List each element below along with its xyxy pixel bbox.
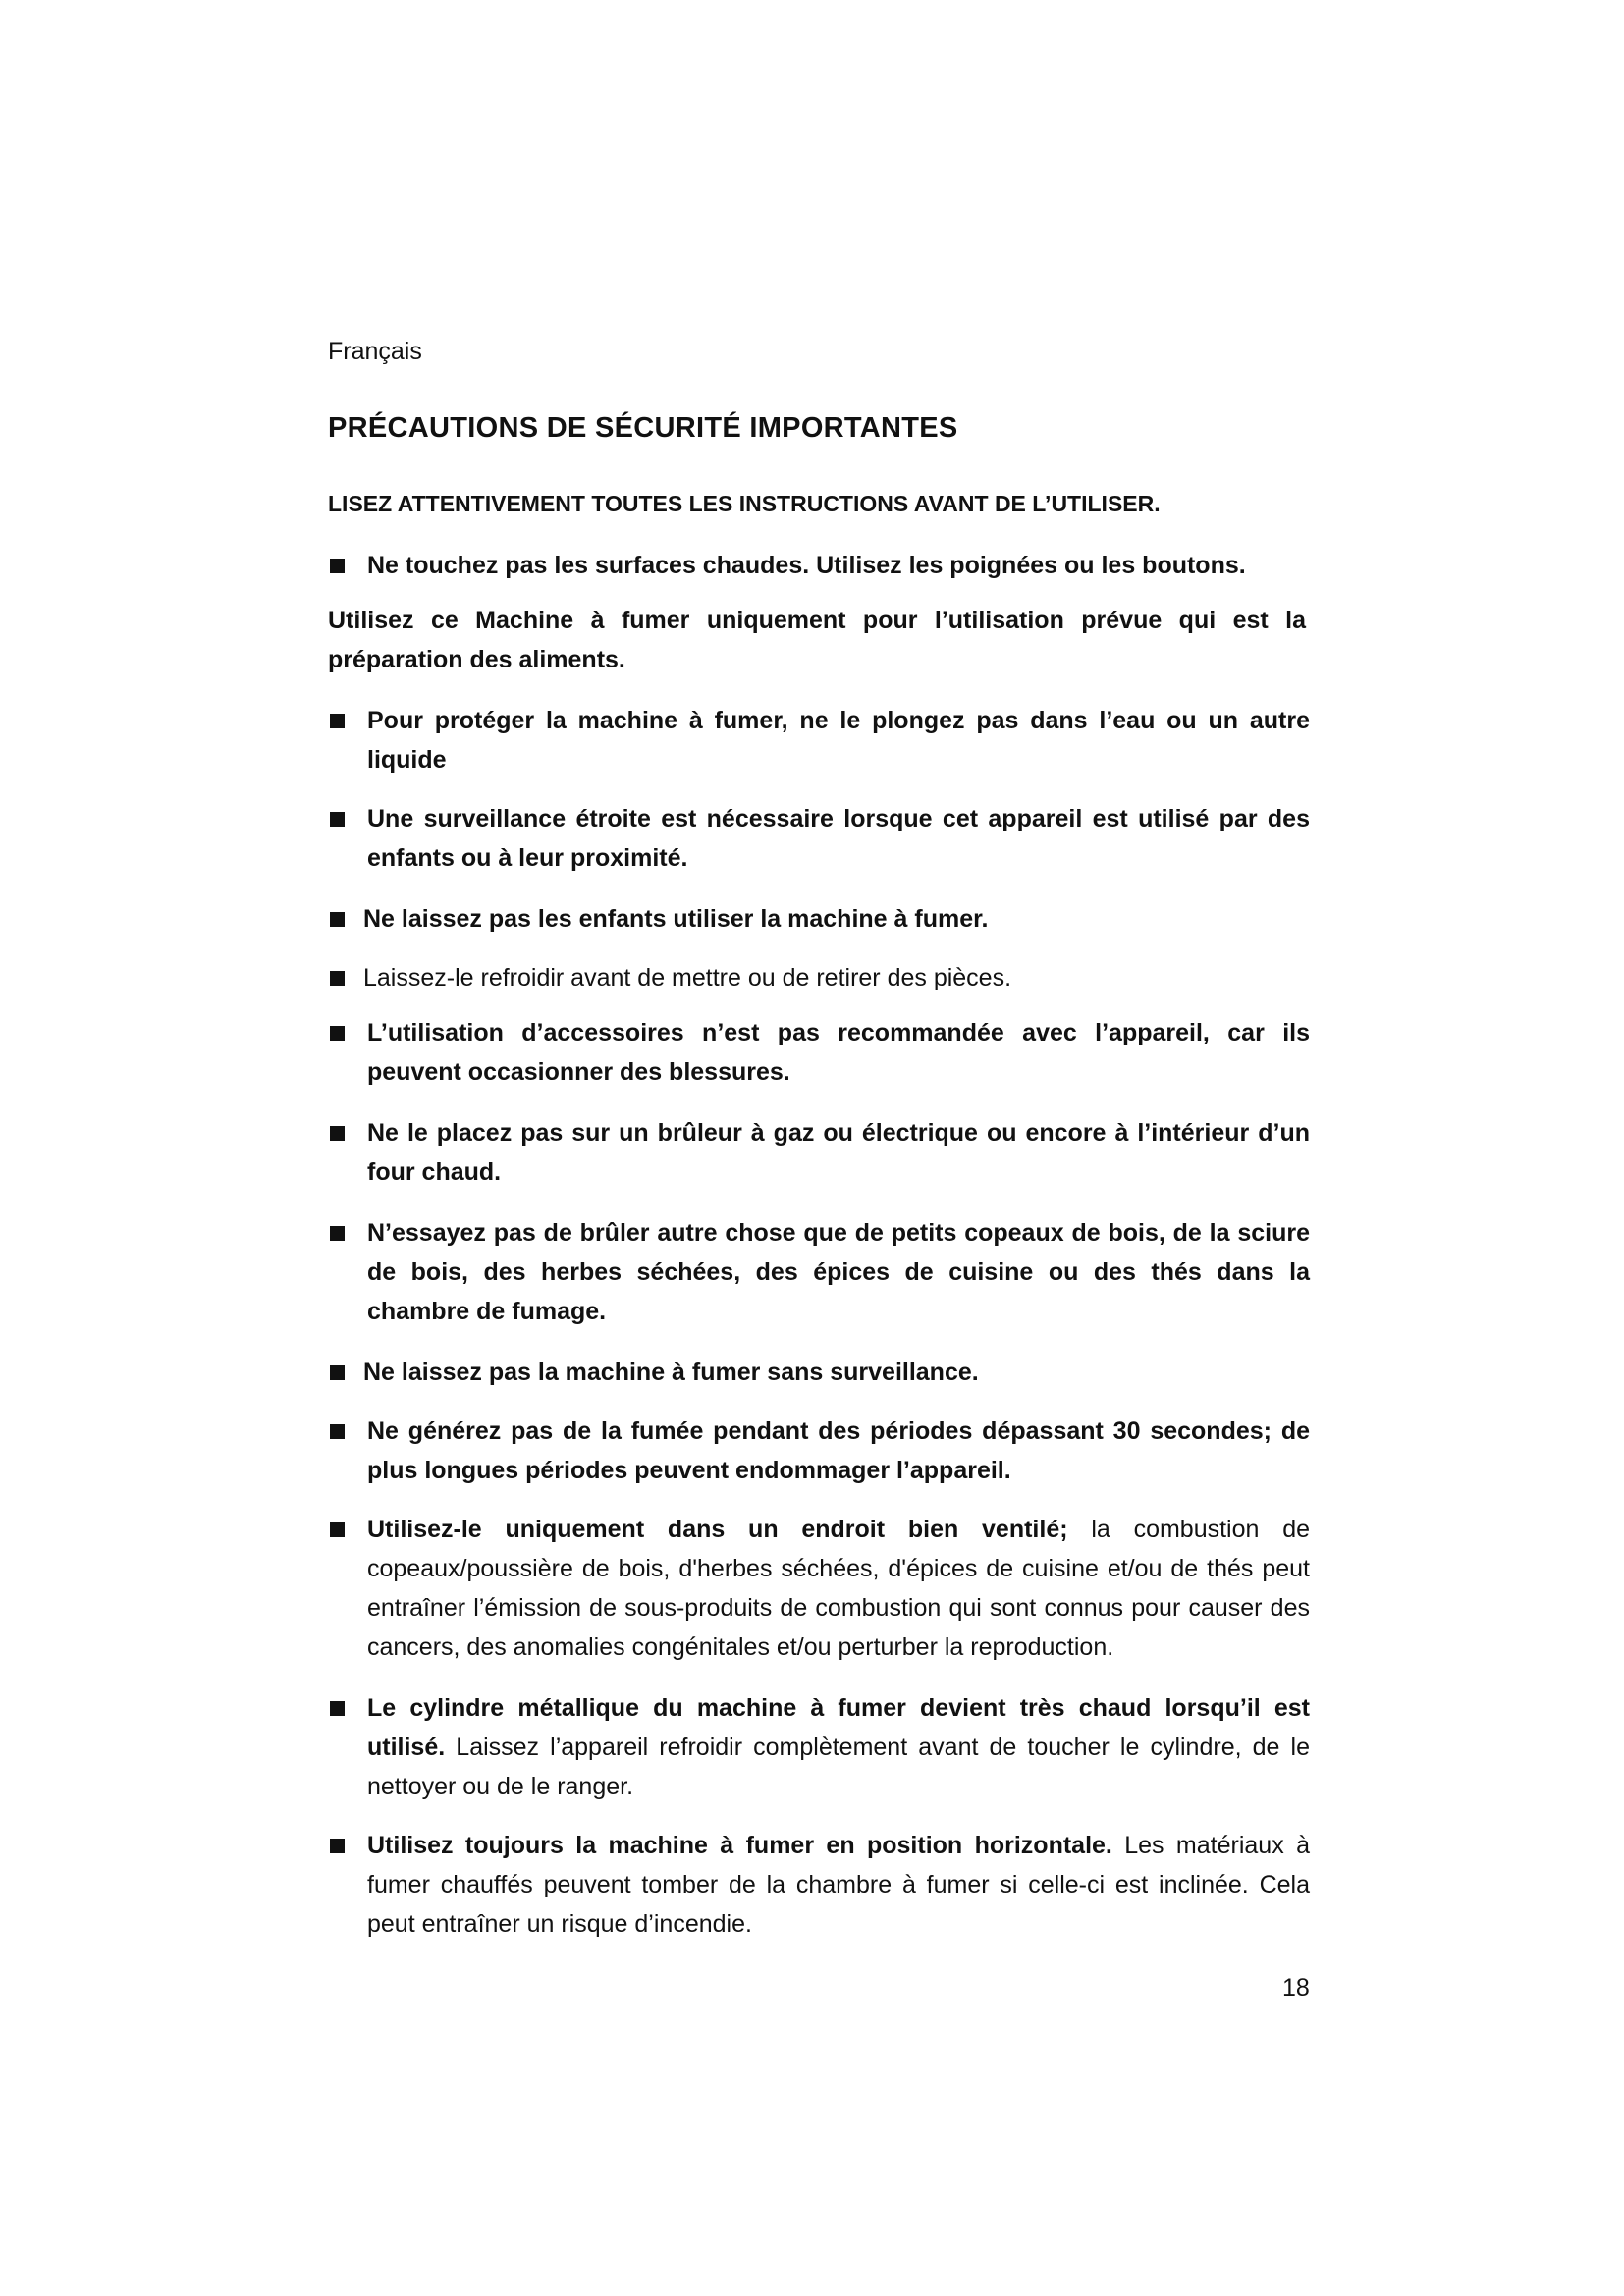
item-bold-text: Ne touchez pas les surfaces chaudes. Utilisez les poignées ou les boutons. [367,552,1246,579]
square-bullet-icon [330,1026,345,1041]
square-bullet-icon [330,912,345,927]
square-bullet-icon [330,812,345,827]
item-text: la combustion de copeaux/poussière de bois, d'herbes séchées, d'épices de cuisine et/ou de thés peut entraîner l’émission de sous-produits de combustion qui sont connus pour causer des cancers, des anomalies congénitales et/ou perturber la reproduction. [367,1516,1311,1661]
square-bullet-icon [330,1365,345,1380]
item-bold-text: Ne générez pas de la fumée pendant des périodes dépassant 30 secondes; de plus longues périodes peuvent endommager l’appareil. [367,1417,1310,1484]
square-bullet-icon [330,714,345,728]
language-label: Français [328,338,422,365]
item-text: Laissez-le refroidir avant de mettre ou de retirer des pièces. [363,964,1012,991]
item-bold-text: Ne le placez pas sur un brûleur à gaz ou électrique ou encore à l’intérieur d’un four chaud. [367,1119,1310,1186]
item-text: Les matériaux à fumer chauffés peuvent tomber de la chambre à fumer si celle-ci est inclinée. Cela peut entraîner un risque d’incendie. [367,1832,1310,1938]
item-bold-text: Pour protéger la machine à fumer, ne le plongez pas dans l’eau ou un autre liquide [367,707,1310,774]
item-bold-text: L’utilisation d’accessoires n’est pas recommandée avec l’appareil, car ils peuvent occasionner des blessures. [367,1019,1310,1086]
page-title: PRÉCAUTIONS DE SÉCURITÉ IMPORTANTES [328,412,958,444]
square-bullet-icon [330,1424,345,1439]
paragraph: Utilisez ce Machine à fumer uniquement pour l’utilisation prévue qui est la préparation des aliments. [328,607,1306,673]
item-bold-text: Le cylindre métallique du machine à fumer devient très chaud lorsqu’il est utilisé. [367,1694,1310,1761]
item-bold-text: Ne laissez pas les enfants utiliser la machine à fumer. [363,905,989,933]
item-bold-text: Une surveillance étroite est nécessaire lorsque cet appareil est utilisé par des enfants ou à leur proximité. [367,805,1310,872]
square-bullet-icon [330,1839,345,1853]
square-bullet-icon [330,1126,345,1141]
intro-instruction: LISEZ ATTENTIVEMENT TOUTES LES INSTRUCTIONS AVANT DE L’UTILISER. [328,491,1161,516]
square-bullet-icon [330,971,345,986]
item-bold-text: Utilisez toujours la machine à fumer en position horizontale. [367,1832,1112,1859]
square-bullet-icon [330,559,345,573]
square-bullet-icon [330,1522,345,1537]
item-text: Laissez l’appareil refroidir complètement avant de toucher le cylindre, de le nettoyer ou de le ranger. [367,1734,1310,1800]
item-bold-text: N’essayez pas de brûler autre chose que de petits copeaux de bois, de la sciure de bois, des herbes séchées, des épices de cuisine ou des thés dans la chambre de fumage. [367,1219,1310,1325]
square-bullet-icon [330,1226,345,1241]
item-bold-text: Utilisez-le uniquement dans un endroit bien ventilé; [367,1516,1068,1543]
page-number: 18 [1282,1974,1310,2002]
item-bold-text: Ne laissez pas la machine à fumer sans surveillance. [363,1359,979,1386]
square-bullet-icon [330,1701,345,1716]
